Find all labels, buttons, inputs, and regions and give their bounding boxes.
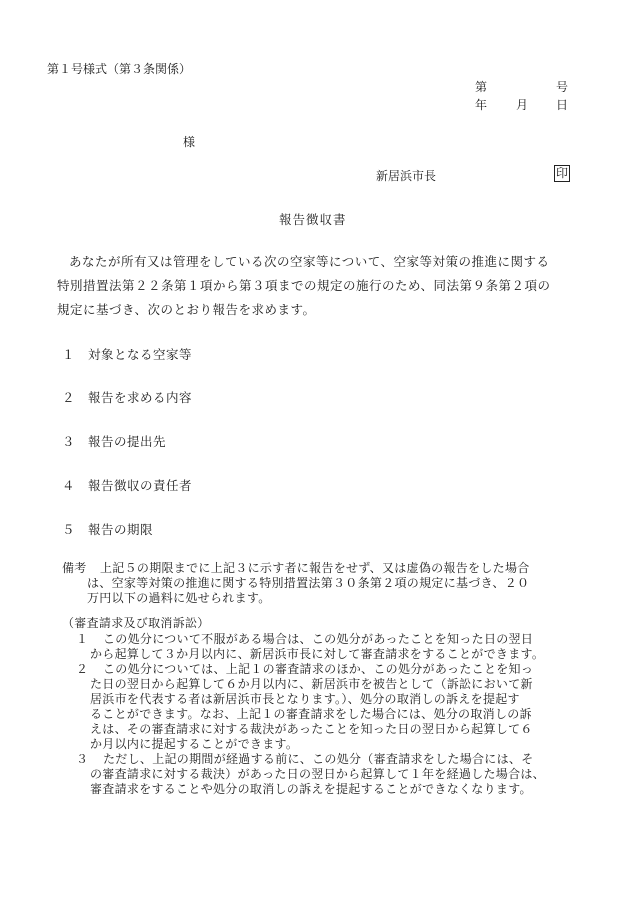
item-number: ４ xyxy=(62,478,76,493)
recipient-suffix: 様 xyxy=(183,135,196,149)
document-number-suffix: 号 xyxy=(556,80,569,94)
item-deadline xyxy=(62,520,153,538)
date-month: 月 xyxy=(516,98,529,112)
issuer-seal xyxy=(554,165,570,182)
appeal-line: えは、その審査請求に対する裁決があったことを知った日の翌日から起算して６ xyxy=(90,722,533,736)
appeal-number: １ xyxy=(76,632,89,646)
item-submission-destination xyxy=(62,432,166,450)
appeal-line: 居浜市を代表する者は新居浜市長となります。）、処分の取消しの訴えを提起す xyxy=(90,692,520,706)
appeal-number: ２ xyxy=(76,662,89,676)
appeal-line: ただし、上記の期間が経過する前に、この処分（審査請求をした場合には、そ xyxy=(103,752,534,766)
remarks-line: 上記５の期限までに上記３に示す者に報告をせず、又は虚偽の報告をした場合 xyxy=(100,561,530,575)
body-line: 特別措置法第２２条第１項から第３項までの規定の施行のため、同法第９条第２項の xyxy=(57,278,551,293)
appeal-line: この処分について不服がある場合は、この処分があったことを知った日の翌日 xyxy=(103,632,534,646)
item-label: 報告の提出先 xyxy=(88,434,167,449)
item-label: 対象となる空家等 xyxy=(88,347,193,362)
date-day: 日 xyxy=(556,98,569,112)
form-label: 第１号様式（第３条関係） xyxy=(47,62,192,76)
item-responsible-person xyxy=(62,476,192,494)
document-number-prefix: 第 xyxy=(475,80,488,94)
document-title: 報告徴収書 xyxy=(279,212,347,227)
appeal-line: ることができます。なお、上記１の審査請求をした場合には、処分の取消しの訴 xyxy=(90,707,532,721)
appeal-heading: （審査請求及び取消訴訟） xyxy=(62,616,210,630)
appeal-line: この処分については、上記１の審査請求のほか、この処分があったことを知っ xyxy=(103,662,534,676)
item-number: ３ xyxy=(62,434,76,449)
remarks-line: は、空家等対策の推進に関する特別措置法第３０条第２項の規定に基づき、２０ xyxy=(87,576,530,590)
item-number: ２ xyxy=(62,390,76,405)
item-number: ５ xyxy=(62,522,76,537)
appeal-line: 審査請求をすることや処分の取消しの訴えを提起することができなくなります。 xyxy=(90,782,532,796)
body-line: 規定に基づき、次のとおり報告を求めます。 xyxy=(57,302,316,317)
appeal-line: の審査請求に対する裁決）があった日の翌日から起算して１年を経過した場合は、 xyxy=(90,767,545,781)
remarks-line: 万円以下の過料に処せられます。 xyxy=(87,591,271,605)
appeal-line: から起算して３か月以内に、新居浜市長に対して審査請求をすることができます。 xyxy=(90,647,545,661)
appeal-line: た日の翌日から起算して６か月以内に、新居浜市を被告として（訴訟において新 xyxy=(90,677,533,691)
item-label: 報告の期限 xyxy=(88,522,154,537)
item-label: 報告を求める内容 xyxy=(88,390,193,405)
item-target-property xyxy=(62,345,192,363)
body-line: あなたが所有又は管理をしている次の空家等について、空家等対策の推進に関する xyxy=(69,254,550,269)
seal-mark: 印 xyxy=(556,166,569,180)
appeal-number: ３ xyxy=(76,752,89,766)
body-paragraph xyxy=(57,252,587,320)
appeal-line: か月以内に提起することができます。 xyxy=(90,737,299,751)
date-year: 年 xyxy=(475,98,488,112)
remarks-label: 備考 xyxy=(62,561,87,575)
item-label: 報告徴収の責任者 xyxy=(88,478,193,493)
item-number: １ xyxy=(62,347,76,362)
item-report-content xyxy=(62,388,192,406)
issuer-name: 新居浜市長 xyxy=(376,169,437,183)
